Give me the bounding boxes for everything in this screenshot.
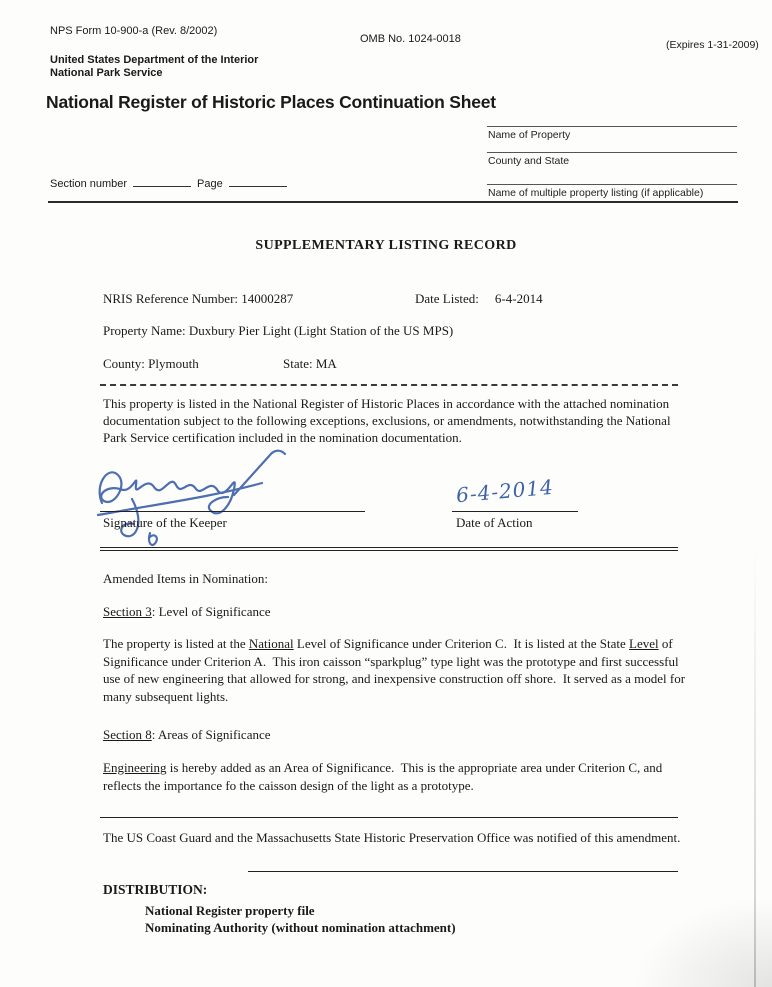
amended-items-heading: Amended Items in Nomination: — [103, 571, 269, 586]
agency-line: National Park Service — [50, 67, 163, 79]
section8-label: Section 8 — [103, 727, 152, 742]
property-name: Property Name: Duxbury Pier Light (Light Station of the US MPS) — [103, 323, 454, 338]
document-title: National Register of Historic Places Continuation Sheet — [46, 92, 496, 112]
multiple-listing-label: Name of multiple property listing (if applicable) — [488, 187, 704, 199]
notification-paragraph — [103, 829, 693, 847]
county-state-line — [487, 152, 737, 153]
partial-divider — [248, 871, 678, 872]
underlined-word-level: Level — [629, 636, 659, 651]
signature-line — [100, 511, 365, 512]
section8-paragraph — [103, 759, 693, 794]
double-divider — [100, 547, 678, 551]
text-segment: is hereby added as an Area of Significance. This is the appropriate area under Criterion C, and reflects the importance fo the caisson design of the light as a prototype. — [103, 760, 666, 793]
signature-label: Signature of the Keeper — [103, 515, 227, 530]
nris-reference: NRIS Reference Number: 14000287 — [103, 291, 294, 306]
omb-number: OMB No. 1024-0018 — [360, 33, 461, 45]
underlined-word-engineering: Engineering — [103, 760, 167, 775]
section3-title-rest: : Level of Significance — [151, 604, 271, 619]
date-listed-label: Date Listed: — [415, 291, 479, 306]
header-rule — [48, 201, 738, 203]
underlined-word-national: National — [248, 636, 294, 651]
section8-title-rest: : Areas of Significance — [151, 727, 271, 742]
section3-label: Section 3 — [103, 604, 152, 619]
text-segment: This property is listed in the National Register of Historic Places in accordance with the attached nomination documentation subject to the following exceptions, exclusions, or amendments, notwithstanding the National Park Service certification included in the nomination documentation. — [103, 396, 674, 445]
state: State: MA — [283, 356, 337, 371]
text-segment: of Significance under Criterion A. This iron caisson “sparkplug” type light was the prototype and first successful use of new engineering that allowed for strong, and inexpensive construction off shore. It served as a model for many subsequent lights. — [103, 636, 689, 704]
date-of-action-label: Date of Action — [456, 515, 533, 530]
date-listed — [415, 291, 543, 307]
dashed-divider — [100, 384, 678, 386]
text-segment: The property is listed at the — [103, 636, 249, 651]
section3-heading — [103, 604, 271, 620]
name-of-property-label: Name of Property — [488, 129, 571, 141]
distribution-item: National Register property file — [145, 903, 315, 918]
section8-heading — [103, 727, 271, 743]
date-listed-value: 6-4-2014 — [494, 291, 543, 306]
distribution-item: Nominating Authority (without nomination attachment) — [145, 920, 456, 935]
section-number-row — [50, 175, 293, 190]
department-line: United States Department of the Interior — [50, 54, 259, 66]
distribution-heading: DISTRIBUTION: — [103, 882, 208, 897]
scan-corner-shadow — [632, 897, 772, 987]
record-heading: SUPPLEMENTARY LISTING RECORD — [255, 238, 517, 253]
county-state-label: County and State — [488, 155, 570, 167]
text-segment: The US Coast Guard and the Massachusetts State Historic Preservation Office was notified of this amendment. — [103, 830, 681, 845]
page-label: Page — [197, 178, 223, 190]
certification-paragraph — [103, 395, 693, 446]
divider — [100, 817, 678, 818]
section-number-blank — [133, 175, 191, 187]
name-of-property-line — [487, 126, 737, 127]
keeper-signature-ink — [86, 445, 316, 560]
expiration-note: (Expires 1-31-2009) — [666, 39, 759, 51]
section-number-label: Section number — [50, 178, 128, 190]
text-segment: Level of Significance under Criterion C. It is listed at the State — [293, 636, 630, 651]
section3-paragraph — [103, 635, 693, 705]
handwritten-date: 6-4-2014 — [455, 474, 555, 508]
form-number: NPS Form 10-900-a (Rev. 8/2002) — [50, 25, 218, 37]
page-blank — [229, 175, 287, 187]
date-of-action-line — [452, 511, 578, 512]
multiple-listing-line — [487, 184, 737, 185]
county: County: Plymouth — [103, 356, 199, 371]
